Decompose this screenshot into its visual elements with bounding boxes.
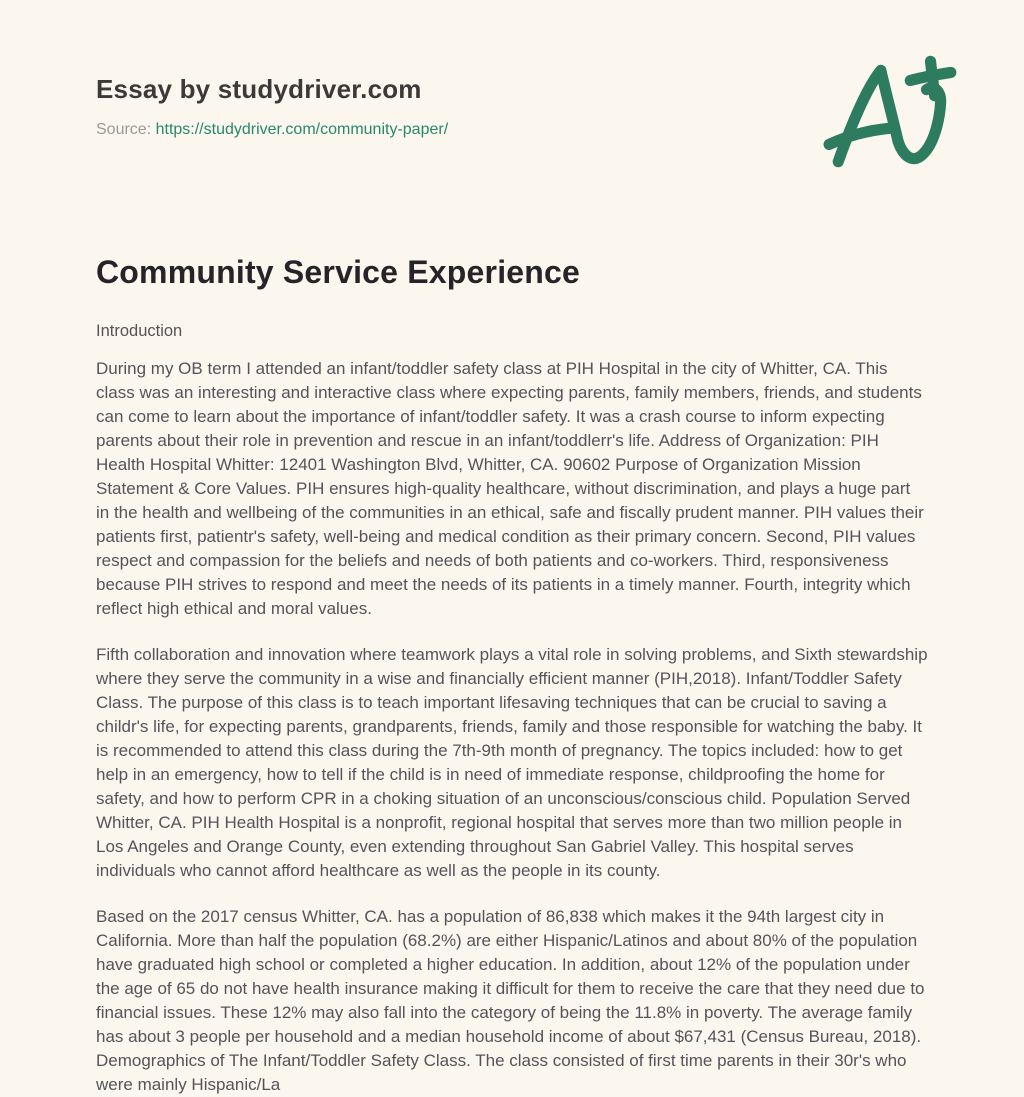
document-header: [96, 74, 928, 139]
source-line: [96, 120, 928, 139]
essay-paragraph-2: Fifth collaboration and innovation where teamwork plays a vital role in solving problems, and Sixth stewardship where they serve the community in a wise and financially efficient manner (PIH,2018). Infant/Toddler Safety Class. The purpose of this class is to teach important lifesaving techniques that can be crucial to saving a childr's life, for expecting parents, grandparents, friends, family and those responsible for watching the baby. It is recommended to attend this class during the 7th-9th month of pregnancy. The topics included: how to get help in an emergency, how to tell if the child is in need of immediate response, childproofing the home for safety, and how to perform CPR in a choking situation of an unconscious/conscious child. Population Served Whitter, CA. PIH Health Hospital is a nonprofit, regional hospital that serves more than two million people in Los Angeles and Orange County, even extending throughout San Gabriel Valley. This hospital serves individuals who cannot afford healthcare as well as the people in its county.: [96, 645, 928, 880]
essay-title: Community Service Experience: [96, 254, 581, 290]
site-title: Essay by studydriver.com: [96, 74, 422, 104]
essay-paragraph-1: During my OB term I attended an infant/toddler safety class at PIH Hospital in the city of Whitter, CA. This class was an interesting and interactive class where expecting parents, family members, friends, and students can come to learn about the importance of infant/toddler safety. It was a crash course to inform expecting parents about their role in prevention and rescue in an infant/toddlerr's life. Address of Organization: PIH Health Hospital Whitter: 12401 Washington Blvd, Whitter, CA. 90602 Purpose of Organization Mission Statement & Core Values. PIH ensures high-quality healthcare, without discrimination, and plays a huge part in the health and wellbeing of the communities in an ethical, safe and fiscally prudent manner. PIH values their patients first, patientr's safety, well-being and medical condition as their primary concern. Second, PIH values respect and compassion for the beliefs and needs of both patients and co-workers. Third, responsiveness because PIH strives to respond and meet the needs of its patients in a timely manner. Fourth, integrity which reflect high ethical and moral values.: [96, 359, 924, 618]
essay-paragraph-3: Based on the 2017 census Whitter, CA. has a population of 86,838 which makes it the 94th largest city in California. More than half the population (68.2%) are either Hispanic/Latinos and about 80% of the population have graduated high school or completed a higher education. In addition, about 12% of the population under the age of 65 do not have health insurance making it difficult for them to receive the care that they need due to financial issues. These 12% may also fall into the category of being the 11.8% in poverty. The average family has about 3 people per household and a median household income of about $67,431 (Census Bureau, 2018). Demographics of The Infant/Toddler Safety Class. The class consisted of first time parents in their 30r's who were mainly Hispanic/La: [96, 907, 925, 1094]
source-url-link[interactable]: https://studydriver.com/community-paper/: [155, 121, 449, 138]
a-plus-logo-icon: [822, 54, 964, 172]
source-label: Source:: [96, 121, 152, 138]
section-heading-introduction: Introduction: [96, 322, 183, 340]
